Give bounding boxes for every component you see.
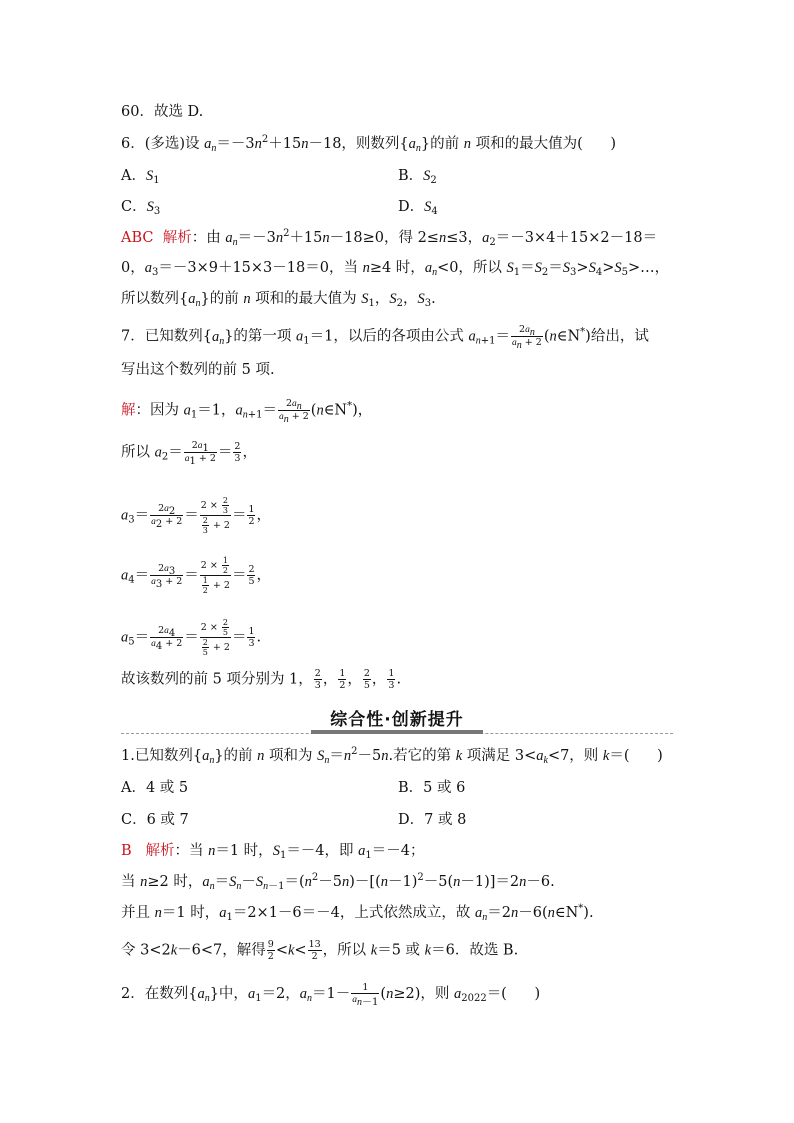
question-7-line-2: 写出这个数列的前 5 项. — [121, 362, 275, 378]
challenge-question-1: 1.已知数列$\{a_n\}$的前 n 项和为 $S_n=n^2-5n$.若它的第 k 项满足 $3<a_k<7$，则 k＝( ) — [121, 746, 663, 766]
c1-option-b: B．5 或 6 — [398, 780, 466, 796]
q6-option-a: A．$S_1$ — [121, 168, 160, 186]
q7-a3: $a_3=$ $\frac{2a_2}{a_2 + 2}$ ＝ 2 × $\frac{2}{3}$ $\frac{2}{3}$ + 2 ＝ $\frac{1}{2}$ ， — [121, 496, 271, 535]
answer-tail-text: 60．故选 D. — [121, 104, 204, 120]
q6-answer: ABC — [121, 230, 154, 246]
q7-solution-line-1: 解：因为 $a_1=1$，$a_{n+1}=$ $\frac{2a_n}{a_n + 2}$ (n∈N*)， — [121, 398, 373, 425]
q6-solution-line-1: ABC 解析：由 $a_n=-3n^2+15n-18\ge 0$，得 2≤n≤3，$a_2=-3\times 4+15\times 2-18=$ — [121, 228, 658, 248]
question-7-line-1: 7．已知数列$\{a_n\}$的第一项 $a_1=1$，以后的各项由公式 $a_{n+1}=$ $\frac{2a_n}{a_n + 2}$ (n∈N*)给出，试 — [121, 324, 649, 351]
q7-conclusion: 故该数列的前 5 项分别为 1， $\frac{2}{3}$ ， $\frac{1}{2}$ ， $\frac{2}{5}$ ， $\frac{1}{3}$ . — [121, 668, 402, 691]
q7-a5: $a_5=$ $\frac{2a_4}{a_4 + 2}$ ＝ 2 × $\frac{2}{5}$ $\frac{2}{5}$ + 2 ＝ $\frac{1}{3}$ . — [121, 618, 262, 657]
c1-solution-line-3: 并且 n＝1 时，$a_1=2\times 1-6=-4$，上式依然成立，故 $a_n=2n-6(n\in N^*)$. — [121, 903, 594, 923]
c1-option-c: C．6 或 7 — [121, 812, 189, 828]
challenge-question-2: 2．在数列$\{a_n\}$中，$a_1=2$，$a_n=1-$ $\frac{1}{a_{n-1}}$ (n≥2)，则 $a_{2022}=$( ) — [121, 982, 541, 1008]
c1-solution-line-1: B 解析：当 n＝1 时，$S_1=-4$，即 $a_1=-4$； — [121, 843, 425, 861]
c1-option-d: D．7 或 8 — [398, 812, 467, 828]
analysis-label: 解析 — [162, 230, 192, 246]
c1-solution-line-2: 当 n≥2 时，$a_n=S_n-S_{n-1}=(n^2-5n)-[(n-1)^2-5(n-1)]=2n-6$. — [121, 872, 555, 892]
q6-option-d: D．$S_4$ — [398, 199, 438, 217]
q6-option-c: C．$S_3$ — [121, 199, 161, 217]
question-6: 6．(多选)设 $a_n=-3n^2+15n-18$，则数列$\{a_n\}$的前 n 项和的最大值为( ) — [121, 134, 617, 154]
q6-solution-line-2: 0，$a_3=-3\times 9+15\times 3-18=0$，当 n≥4 时，$a_n<0$，所以 $S_1=S_2=S_3>S_4>S_5>\dots$， — [121, 260, 670, 278]
answer-tail-line — [121, 102, 203, 122]
c1-solution-line-4: 令 3<2k－6<7，解得 $\frac{9}{2}$ <k< $\frac{13}{2}$ ，所以 k＝5 或 k＝6．故选 B. — [121, 939, 519, 962]
c1-answer: B — [121, 843, 132, 859]
q6-solution-line-3: 所以数列$\{a_n\}$的前 n 项和的最大值为 $S_1$，$S_2$，$S_3$. — [121, 291, 436, 309]
section-title-underline — [311, 730, 483, 734]
c1-option-a: A．4 或 5 — [121, 780, 189, 796]
solution-label: 解 — [121, 402, 136, 419]
q7-a2: 所以 $a_2=$ $\frac{2a_1}{a_1 + 2}$ ＝ $\frac{2}{3}$ ， — [121, 440, 257, 467]
q6-option-b: B．$S_2$ — [398, 168, 437, 186]
section-title: 综合性·创新提升 — [330, 710, 464, 730]
analysis-label: 解析 — [145, 843, 175, 859]
q7-a4: $a_4=$ $\frac{2a_3}{a_3 + 2}$ ＝ 2 × $\frac{1}{2}$ $\frac{1}{2}$ + 2 ＝ $\frac{2}{5}$ ， — [121, 556, 271, 595]
